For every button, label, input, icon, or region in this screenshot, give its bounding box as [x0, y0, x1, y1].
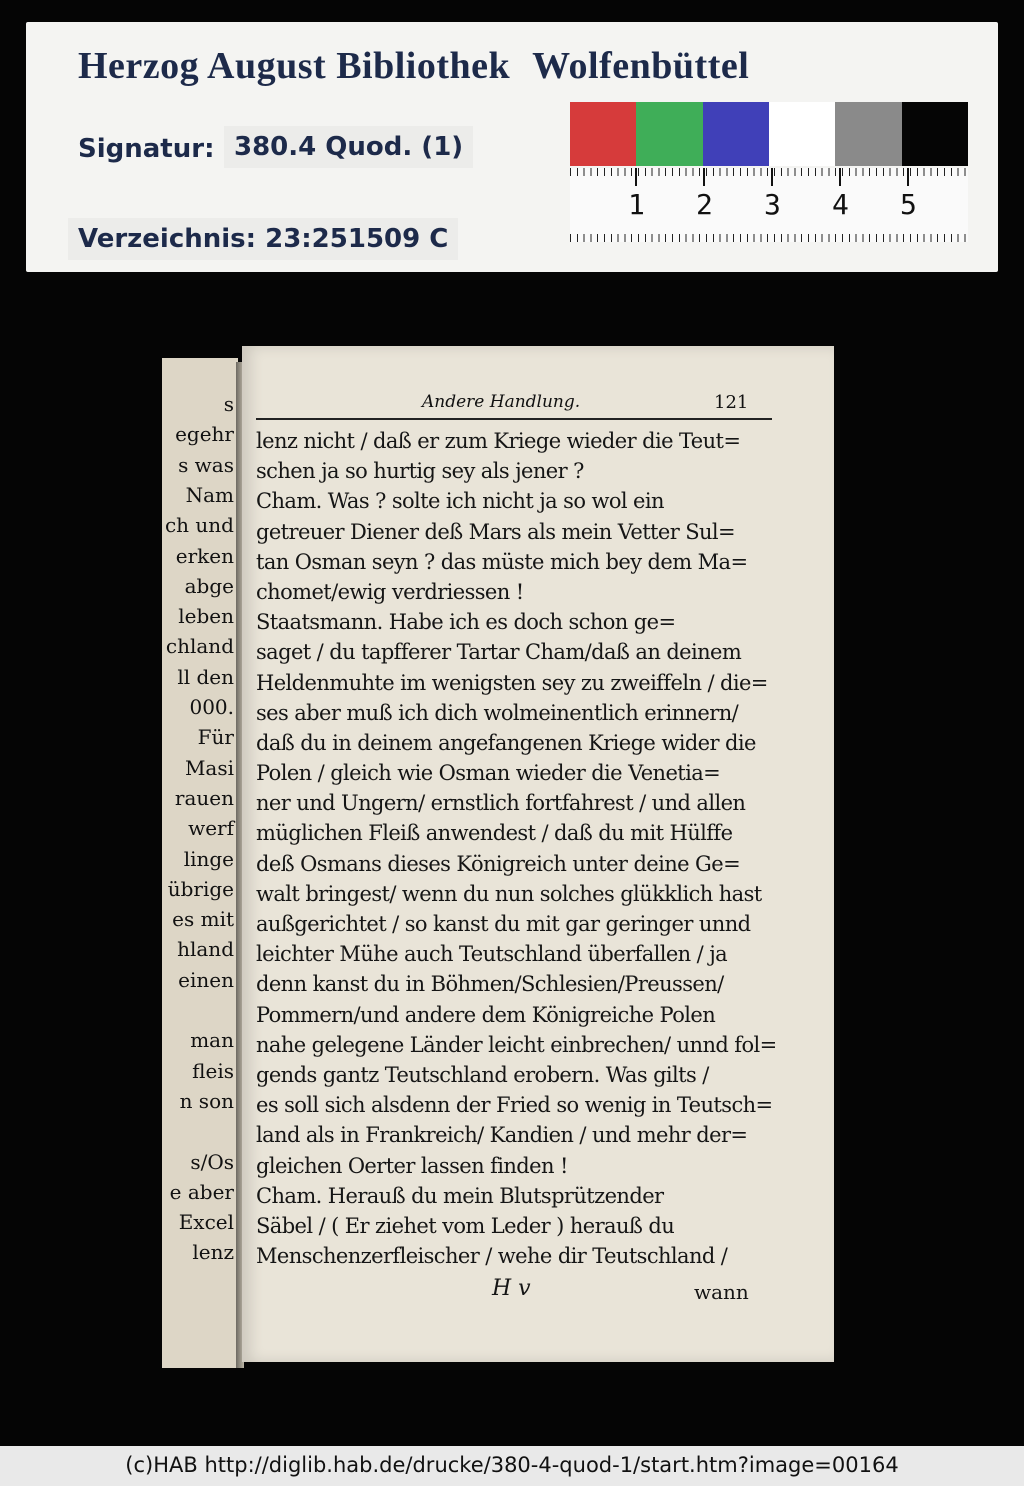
left-page-line: Excel: [178, 1210, 234, 1235]
left-page-line: übrige: [167, 876, 234, 901]
library-header-card: [26, 22, 998, 272]
left-page-line: einen: [178, 967, 234, 992]
left-page-line: egehr: [175, 422, 234, 447]
text-line: Cham. Was ? solte ich nicht ja so wol ein: [256, 489, 664, 514]
text-line: Pommern/und andere dem Königreiche Polen: [256, 1002, 716, 1027]
left-page-line: man: [190, 1028, 234, 1053]
left-page-line: abge: [184, 573, 234, 598]
left-page-line: Für: [197, 725, 234, 750]
text-line: daß du in deinem angefangenen Kriege wider die: [256, 730, 756, 755]
left-page-line: hland: [177, 937, 234, 962]
ruler-number: 4: [832, 188, 849, 221]
verzeichnis-label: Verzeichnis: 23:251509 C: [68, 218, 458, 260]
left-page-line: Masi: [184, 755, 234, 780]
text-line: chomet/ewig verdriessen !: [256, 579, 524, 604]
ruler-number: 5: [900, 188, 917, 221]
text-line: es soll sich alsdenn der Fried so wenig in Teutsch=: [256, 1093, 773, 1118]
text-line: walt bringest/ wenn du nun solches glükklich hast: [256, 881, 762, 906]
text-line: Staatsmann. Habe ich es doch schon ge=: [256, 610, 676, 635]
text-line: Polen / gleich wie Osman wieder die Venetia=: [256, 761, 721, 786]
text-line: schen ja so hurtig sey als jener ?: [256, 459, 584, 484]
color-patch: [703, 102, 769, 166]
copyright-footer: (c)HAB http://diglib.hab.de/drucke/380-4-quod-1/start.htm?image=00164: [0, 1446, 1024, 1486]
library-title: [78, 44, 771, 88]
signature-label: Signatur:: [78, 134, 215, 164]
text-line: saget / du tapfferer Tartar Cham/daß an deinem: [256, 640, 742, 665]
text-line: Säbel / ( Er ziehet vom Leder ) herauß du: [256, 1213, 675, 1238]
left-page-line: rauen: [174, 785, 234, 810]
ruler-major-tick: [907, 168, 909, 186]
ruler-number: 2: [696, 188, 713, 221]
left-page-line: lenz: [192, 1240, 234, 1265]
ruler-major-tick: [703, 168, 705, 186]
ruler-number: 3: [764, 188, 781, 221]
left-page-line: n son: [179, 1088, 234, 1113]
text-line: land als in Frankreich/ Kandien / und mehr der=: [256, 1123, 748, 1148]
color-patch: [636, 102, 702, 166]
left-page-line: s was: [178, 452, 234, 477]
text-line: tan Osman seyn ? das müste mich bey dem Ma=: [256, 549, 748, 574]
running-head: Andere Handlung.: [422, 392, 581, 412]
ruler-major-tick: [839, 168, 841, 186]
left-page-line: es mit: [172, 907, 234, 932]
text-line: lenz nicht / daß er zum Kriege wieder die Teut=: [256, 429, 741, 453]
text-line: ses aber muß ich dich wolmeinentlich erinnern/: [256, 700, 739, 725]
signature-mark: H v: [492, 1276, 531, 1301]
color-patch: [769, 102, 835, 166]
text-line: denn kanst du in Böhmen/Schlesien/Preussen/: [256, 972, 724, 997]
ruler-major-tick: [635, 168, 637, 186]
scale-ruler: [570, 168, 968, 242]
text-line: außgerichtet / so kanst du mit gar geringer unnd: [256, 912, 751, 936]
ruler-number: 1: [628, 188, 645, 221]
text-line: deß Osmans dieses Königreich unter deine Ge=: [256, 851, 741, 876]
text-line: Menschenzerfleischer / wehe dir Teutschland /: [256, 1244, 728, 1269]
color-calibration-bar: [570, 102, 968, 166]
text-line: Heldenmuhte im wenigsten sey zu zweiffeln / die=: [256, 670, 768, 695]
color-patch: [835, 102, 901, 166]
page-number: 121: [714, 392, 749, 413]
left-page-line: s/Os: [190, 1149, 234, 1174]
book-page: [242, 346, 834, 1362]
color-patch: [570, 102, 636, 166]
left-page-line: leben: [178, 604, 234, 629]
left-page-edge: [162, 358, 238, 1368]
left-page-line: werf: [188, 816, 234, 841]
left-page-line: ch und: [164, 513, 234, 538]
text-line: getreuer Diener deß Mars als mein Vetter Sul=: [256, 519, 736, 544]
left-page-line: erken: [175, 543, 234, 568]
left-page-line: Nam: [185, 482, 234, 507]
library-name: Herzog August Bibliothek: [78, 45, 511, 87]
left-page-line: e aber: [169, 1179, 234, 1204]
ruler-major-tick: [771, 168, 773, 186]
left-page-line: linge: [183, 846, 234, 871]
page-text: [256, 426, 786, 1271]
text-line: ner und Ungern/ ernstlich fortfahrest / und allen: [256, 791, 746, 816]
left-page-line: chland: [165, 634, 234, 659]
library-city: Wolfenbüttel: [532, 45, 750, 87]
text-line: gleichen Oerter lassen finden !: [256, 1153, 568, 1178]
left-page-line: 000.: [189, 695, 234, 719]
catchword: wann: [694, 1280, 749, 1304]
color-patch: [902, 102, 968, 166]
left-page-line: ll den: [177, 664, 234, 689]
text-line: müglichen Fleiß anwendest / daß du mit Hülffe: [256, 821, 733, 846]
left-page-line: fleis: [192, 1058, 234, 1083]
text-line: gends gantz Teutschland erobern. Was gilts /: [256, 1062, 709, 1087]
text-line: leichter Mühe auch Teutschland überfallen / ja: [256, 942, 728, 967]
left-page-line: s: [223, 392, 234, 416]
text-line: Cham. Herauß du mein Blutsprützender: [256, 1183, 664, 1208]
head-rule: [256, 418, 772, 420]
signature-value: 380.4 Quod. (1): [224, 126, 473, 168]
text-line: nahe gelegene Länder leicht einbrechen/ unnd fol=: [256, 1032, 777, 1057]
